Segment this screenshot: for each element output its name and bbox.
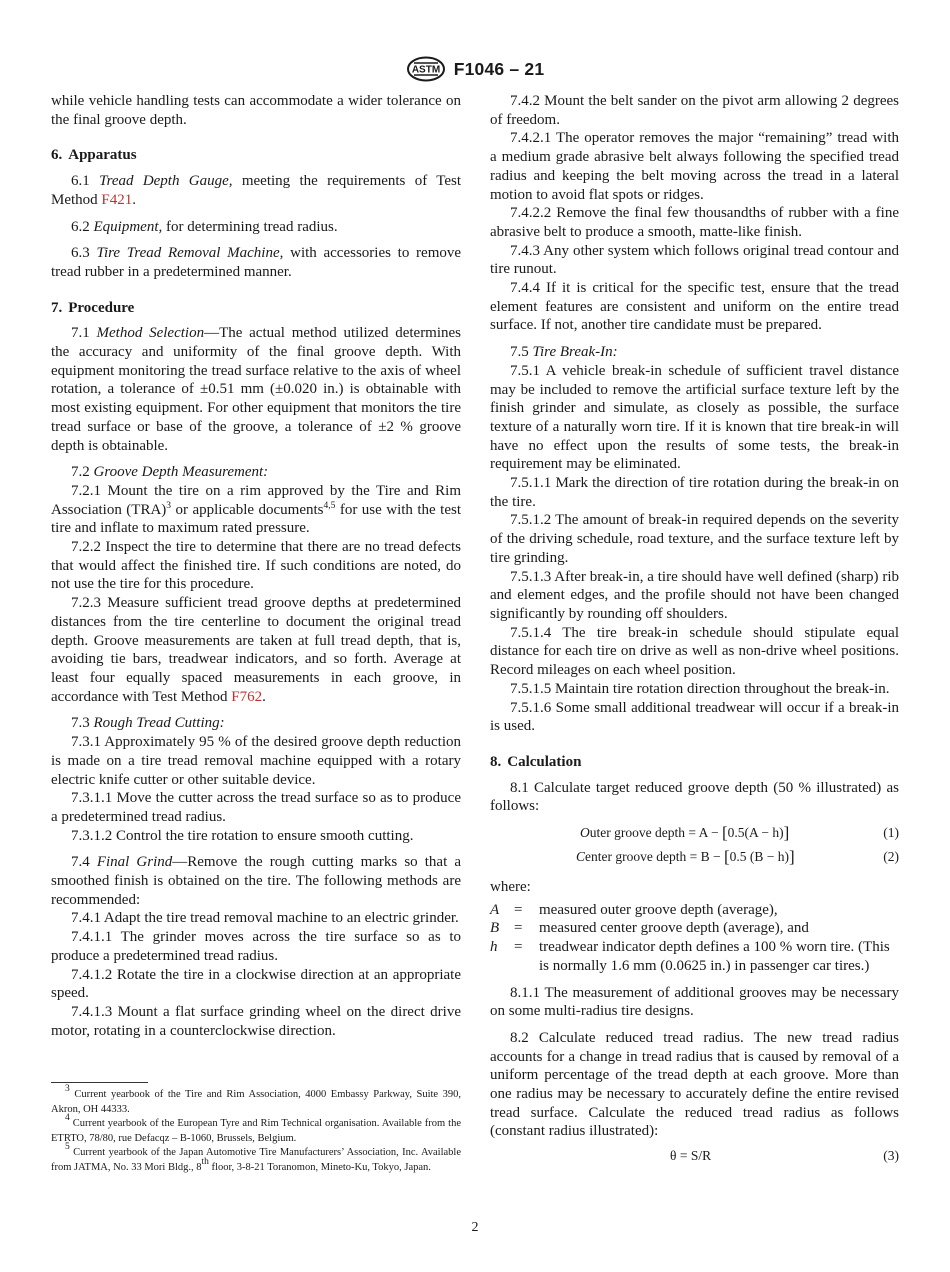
footnote-4: $^4$ Current yearbook of the European Tyre and Rim Technical organisation. Available from the ETRTO, 78/80, rue Defacqz – B-1060, Brussels, Belgium. bbox=[51, 1113, 461, 1144]
astm-logo-icon bbox=[406, 56, 446, 82]
paragraph-7-4-2-1: 7.4.2.1 The operator removes the major “remaining” tread with a medium grade abrasive belt always following the specified tread radius and keeping the belt moving across the tread in a lateral motion to avoid flat spots or ridges. bbox=[490, 130, 899, 203]
footnote-5: $^5$ Current yearbook of the Japan Automotive Tire Manufacturers’ Association, Inc. Available from JATMA, No. 33 Mori Bldg., 8th floor, 3-8-21 Toranomon, Mineto-Ku, Tokyo, Japan. bbox=[51, 1142, 462, 1173]
footnote-ref-4-5[interactable]: 4,5 bbox=[323, 500, 336, 511]
where-label: where: bbox=[490, 879, 531, 896]
equation-2: Center groove depth = B − [0.5 (B − h)] (2) bbox=[576, 847, 899, 867]
paragraph-6-3: 6.3 Tire Tread Removal Machine, with accessories to remove tread rubber in a predetermined manner. bbox=[51, 245, 462, 280]
paragraph-7-5-1-1: 7.5.1.1 Mark the direction of tire rotation during the break-in on the tire. bbox=[490, 475, 899, 510]
equation-number: (2) bbox=[883, 849, 899, 865]
paragraph-7-3: 7.3 Rough Tread Cutting: bbox=[71, 715, 225, 732]
paragraph-7-4-2: 7.4.2 Mount the belt sander on the pivot arm allowing 2 degrees of freedom. bbox=[490, 93, 899, 128]
definition-row: B = measured center groove depth (average), and bbox=[490, 920, 809, 937]
paragraph-7-2-1: 7.2.1 Mount the tire on a rim approved by the Tire and Rim Association (TRA)$^3$ or applicable documents$^{4,5}$ for use with the test tire and inflate to maximum rated pressure. bbox=[51, 482, 461, 537]
paragraph-7-3-1-2: 7.3.1.2 Control the tire rotation to ensure smooth cutting. bbox=[71, 827, 414, 844]
paragraph-7-4-1: 7.4.1 Adapt the tire tread removal machine to an electric grinder. bbox=[71, 910, 459, 927]
variable-definitions bbox=[490, 901, 899, 976]
link-f762[interactable]: F762 bbox=[231, 688, 263, 705]
paragraph-7-5-1-5: 7.5.1.5 Maintain tire rotation direction throughout the break-in. bbox=[510, 680, 890, 697]
definition-row: A = measured outer groove depth (average), bbox=[490, 901, 778, 918]
paragraph-7-1: 7.1 Method Selection—The actual method utilized determines the accuracy and uniformity of the final groove depth. With equipment monitoring the tread surface relative to the axis of wheel rotation, a tolerance of ±0.51 mm (±0.020 in.) is obtainable with most existing equipment. For other equipment that monitors the tire tread surface or base of the groove, a tolerance of ±2 % groove depth is obtainable. bbox=[51, 325, 462, 454]
paragraph: while vehicle handling tests can accommodate a wider tolerance on the final groove depth. bbox=[51, 93, 461, 128]
paragraph-8-1-1: 8.1.1 The measurement of additional grooves may be necessary on some multi-radius tire designs. bbox=[490, 984, 899, 1020]
section-heading-calculation: 8. Calculation bbox=[490, 753, 582, 770]
paragraph-8-1: 8.1 Calculate target reduced groove depth (50 % illustrated) as follows: bbox=[490, 779, 899, 815]
equation-number: (1) bbox=[883, 825, 899, 841]
paragraph-7-4-1-2: 7.4.1.2 Rotate the tire in a clockwise direction at an appropriate speed. bbox=[51, 966, 461, 1002]
document-designation: F1046 – 21 bbox=[453, 58, 545, 79]
right-column bbox=[490, 92, 899, 1169]
section-heading-apparatus: 6. Apparatus bbox=[51, 147, 137, 164]
paragraph-7-5-1-4: 7.5.1.4 The tire break-in schedule should stipulate equal distance for each tire on drive as well as non-drive wheel positions. Record mileages on each wheel position. bbox=[490, 624, 899, 679]
equation-3: θ = S/R (3) bbox=[490, 1145, 899, 1169]
paragraph-7-5: 7.5 Tire Break-In: bbox=[510, 344, 618, 361]
paragraph-7-2: 7.2 Groove Depth Measurement: bbox=[71, 464, 269, 481]
footnotes bbox=[51, 1084, 462, 1175]
link-f421[interactable]: F421 bbox=[101, 191, 133, 208]
page-header bbox=[0, 56, 950, 82]
paragraph-7-5-1-3: 7.5.1.3 After break-in, a tire should have well defined (sharp) rib and element edges, and the profile should not have been changed significantly by rounding off shoulders. bbox=[490, 568, 899, 622]
paragraph-7-3-1-1: 7.3.1.1 Move the cutter across the tread surface so as to produce a predetermined tread radius. bbox=[51, 790, 461, 825]
paragraph-7-2-2: 7.2.2 Inspect the tire to determine that there are no tread defects that would affect the finished tire. If such conditions are noted, do not use the tire for this procedure. bbox=[51, 539, 461, 593]
left-column bbox=[51, 92, 461, 1040]
paragraph-7-4-3: 7.4.3 Any other system which follows original tread contour and tire runout. bbox=[490, 242, 899, 278]
page-number: 2 bbox=[471, 1220, 479, 1235]
paragraph-7-4-2-2: 7.4.2.2 Remove the final few thousandths of rubber with a fine abrasive belt to produce a smooth, matte-like finish. bbox=[490, 205, 899, 240]
paragraph-6-2: 6.2 Equipment, for determining tread radius. bbox=[71, 218, 338, 235]
paragraph-8-2: 8.2 Calculate reduced tread radius. The new tread radius accounts for a change in tread radius that is caused by removal of a uniform percentage of the tread depth at each groove. More than one radius may be necessary to accurately define the entire revised tread surface. Calculate the reduced tread radius as follows (constant radius illustrated): bbox=[490, 1029, 899, 1140]
footnote-divider bbox=[51, 1082, 148, 1083]
paragraph-7-4-1-1: 7.4.1.1 The grinder moves across the tire surface so as to produce a predetermined tread radius. bbox=[51, 929, 461, 964]
paragraph-7-4-1-3: 7.4.1.3 Mount a flat surface grinding wheel on the direct drive motor, rotating in a counterclockwise direction. bbox=[51, 1003, 461, 1039]
section-heading-procedure: 7. Procedure bbox=[51, 299, 135, 316]
paragraph-7-5-1-6: 7.5.1.6 Some small additional treadwear will occur if a break-in is used. bbox=[490, 699, 899, 735]
paragraph-7-3-1: 7.3.1 Approximately 95 % of the desired groove depth reduction is made on a tire tread removal machine equipped with a rotary electric knife cutter or other suitable device. bbox=[51, 734, 461, 788]
paragraph-6-1: 6.1 Tread Depth Gauge, meeting the requirements of Test Method F421. bbox=[51, 173, 462, 208]
paragraph-7-4: 7.4 Final Grind—Remove the rough cutting marks so that a smoothed finish is obtained on the tire. The following methods are recommended: bbox=[51, 854, 461, 908]
equation-number: (3) bbox=[883, 1148, 899, 1164]
svg-text:ASTM: ASTM bbox=[411, 64, 440, 76]
definition-row: h = treadwear indicator depth defines a 100 % worn tire. (This is normally 1.6 mm (0.0625 in.) in passenger car tires.) bbox=[490, 939, 890, 974]
footnote-ref-3[interactable]: 3 bbox=[166, 500, 172, 511]
equation-1: Outer groove depth = A − [0.5(A − h)] (1) bbox=[580, 823, 899, 843]
footnote-3: $^3$ Current yearbook of the Tire and Rim Association, 4000 Embassy Parkway, Suite 390, Akron, OH 44333. bbox=[51, 1084, 462, 1115]
paragraph-7-5-1: 7.5.1 A vehicle break-in schedule of sufficient travel distance may be included to remove the artificial surface texture left by the finish grinder and simulate, as closely as possible, the surface texture of a naturally worn tire. If it is known that tire break-in will have no effect upon the results of some tests, the break-in requirement may be eliminated. bbox=[490, 362, 899, 473]
paragraph-7-5-1-2: 7.5.1.2 The amount of break-in required depends on the severity of the driving schedule, road texture, and the surface texture left by tire grinding. bbox=[490, 512, 899, 566]
paragraph-7-2-3: 7.2.3 Measure sufficient tread groove depths at predetermined distances from the tire centerline to document the original tread depth. Groove measurements are taken at full tread depth, that is, avoiding tie bars, treadwear indicators, and so forth. Average at least four equally spaced measurements in each groove, in accordance with Test Method F762. bbox=[51, 595, 461, 705]
paragraph-7-4-4: 7.4.4 If it is critical for the specific test, ensure that the tread element features are consistent and uniform on the entire tread surface. If not, another tire candidate must be prepared. bbox=[490, 280, 899, 334]
